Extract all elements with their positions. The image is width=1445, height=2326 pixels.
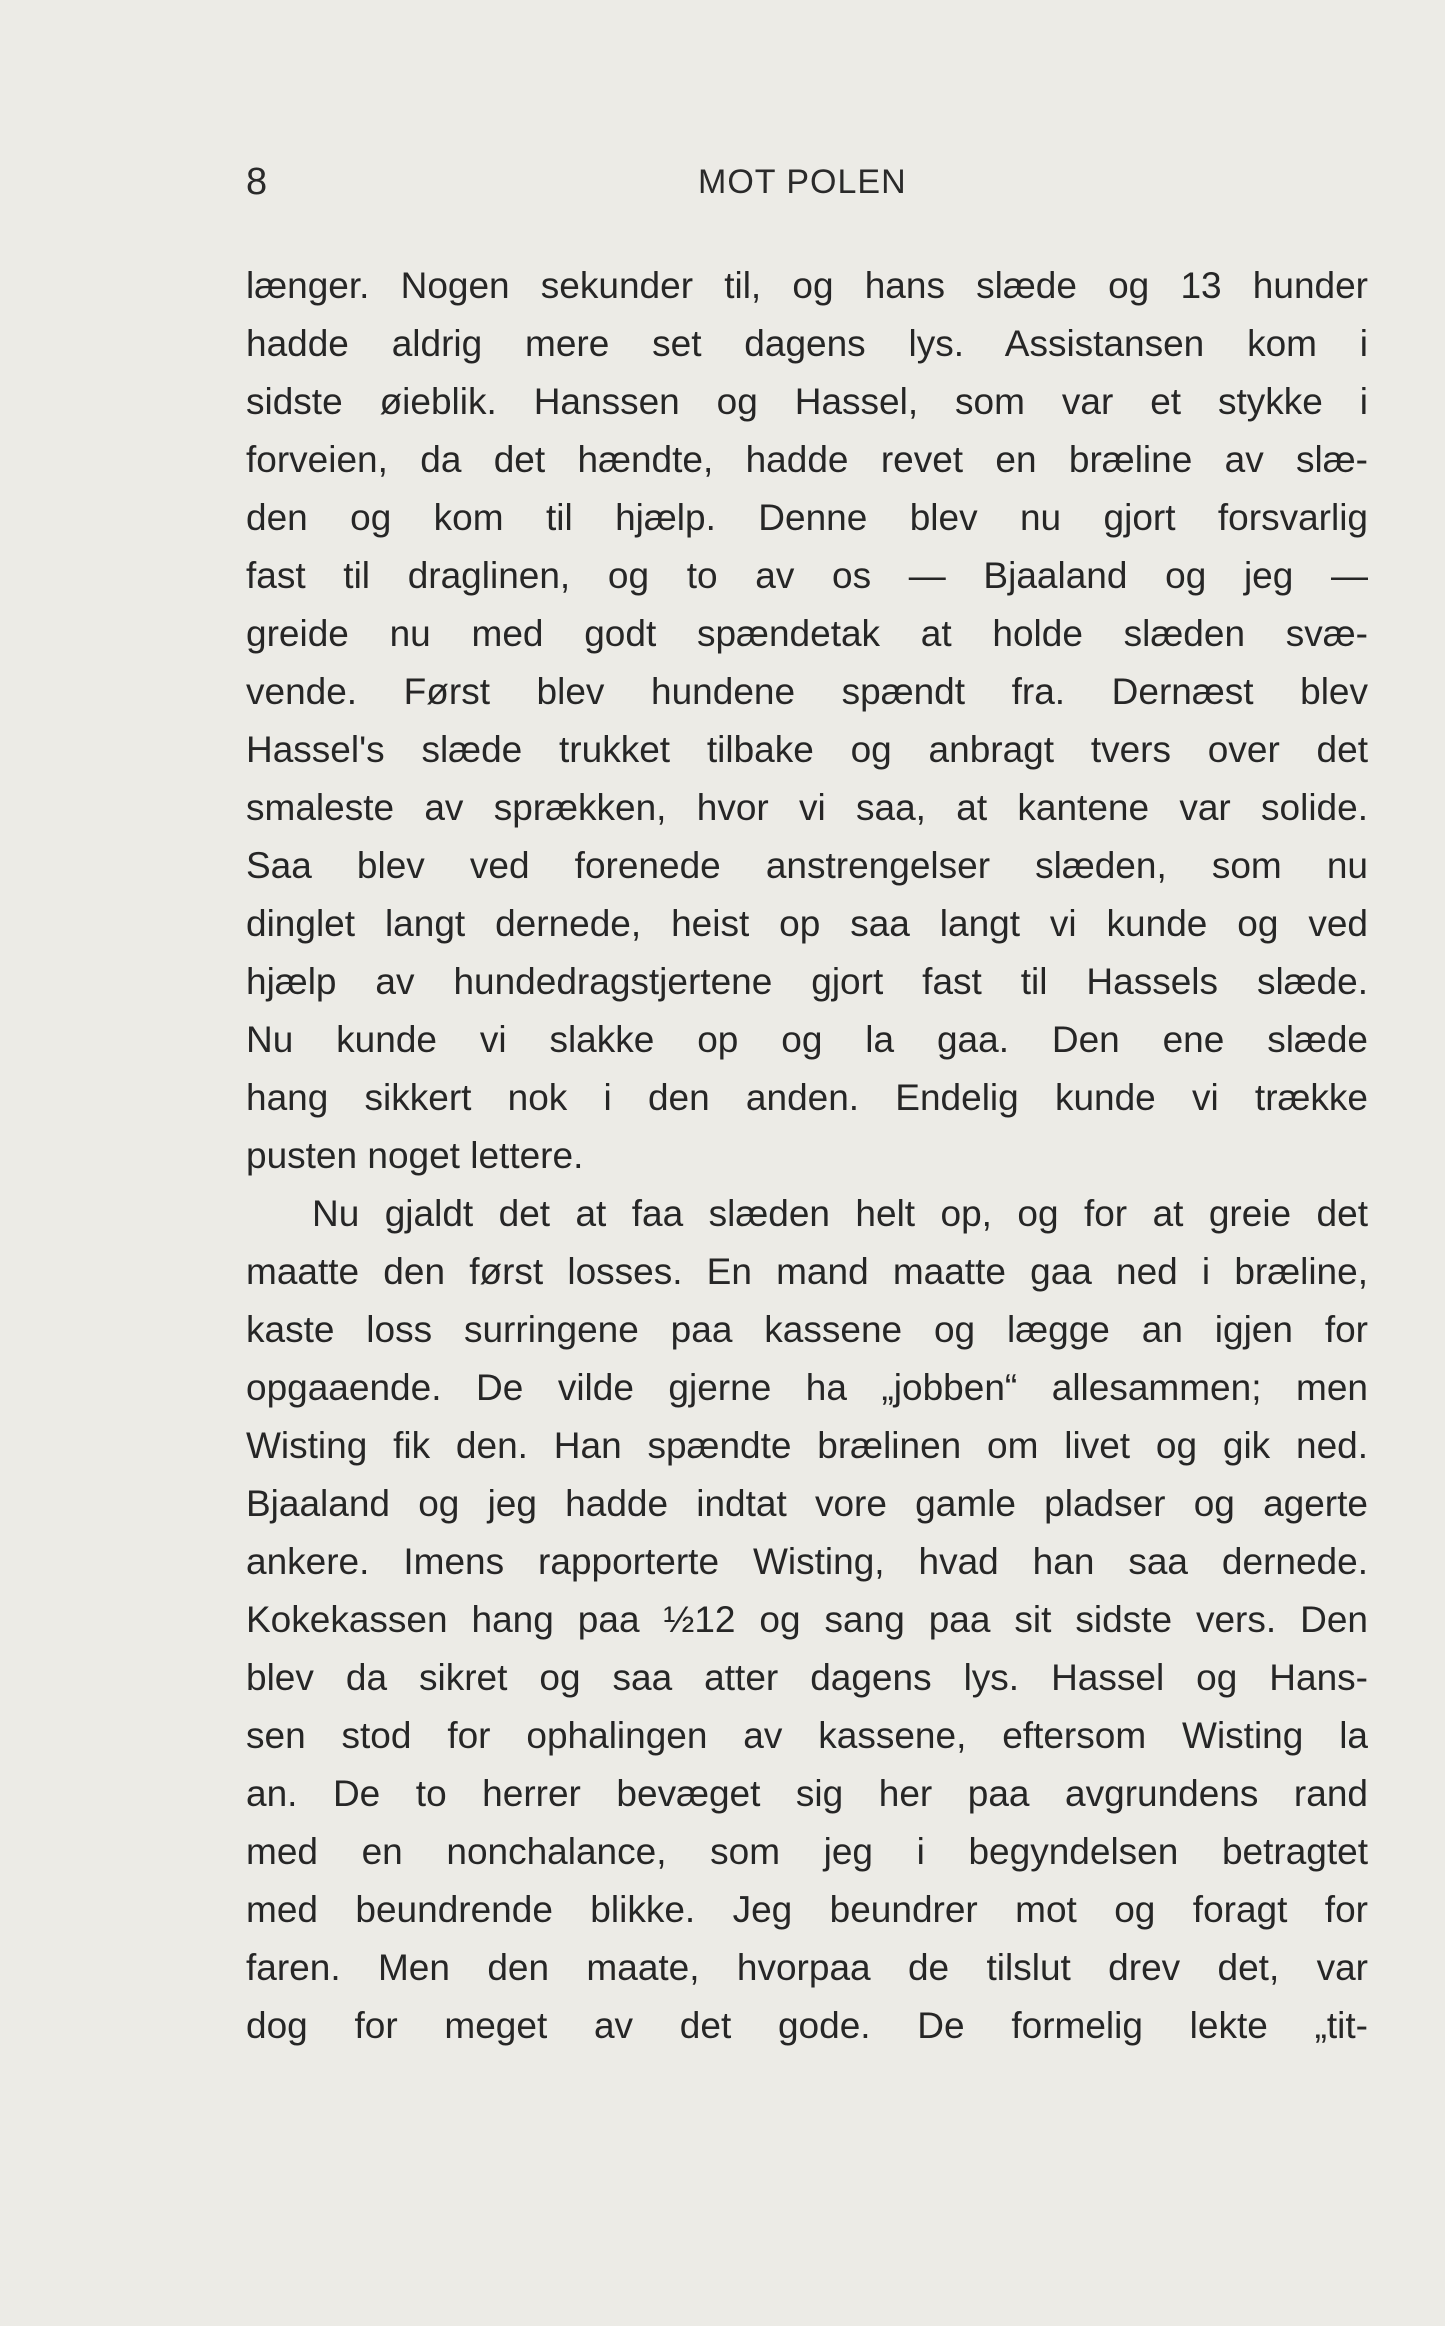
text-line: den og kom til hjælp. Denne blev nu gjort forsvarlig [246, 497, 1368, 538]
text-line: maatte den først losses. En mand maatte gaa ned i bræline, [246, 1251, 1368, 1292]
text-line: vende. Først blev hundene spændt fra. Dernæst blev [246, 671, 1368, 712]
text-line: dog for meget av det gode. De formelig lekte „tit- [246, 2005, 1368, 2046]
page-number: 8 [246, 161, 268, 203]
text-line: hjælp av hundedragstjertene gjort fast til Hassels slæde. [246, 961, 1368, 1002]
text-line: Wisting fik den. Han spændte brælinen om livet og gik ned. [246, 1425, 1368, 1466]
paragraph-end-line: pusten noget lettere. [246, 1135, 584, 1176]
text-line: dinglet langt dernede, heist op saa langt vi kunde og ved [246, 903, 1368, 944]
text-line: fast til draglinen, og to av os — Bjaaland og jeg — [246, 555, 1368, 596]
text-line: med beundrende blikke. Jeg beundrer mot og foragt for [246, 1889, 1368, 1930]
text-line: ankere. Imens rapporterte Wisting, hvad han saa dernede. [246, 1541, 1368, 1582]
text-line: Kokekassen hang paa ½12 og sang paa sit sidste vers. Den [246, 1599, 1368, 1640]
text-line: greide nu med godt spændetak at holde slæden svæ- [246, 613, 1368, 654]
paragraph-start-line: Nu gjaldt det at faa slæden helt op, og for at greie det [312, 1193, 1368, 1234]
text-line: kaste loss surringene paa kassene og lægge an igjen for [246, 1309, 1368, 1350]
text-line: hang sikkert nok i den anden. Endelig kunde vi trække [246, 1077, 1368, 1118]
text-line: sidste øieblik. Hanssen og Hassel, som var et stykke i [246, 381, 1368, 422]
running-title: MOT POLEN [698, 163, 907, 201]
body-text [246, 257, 1368, 2055]
text-line: med en nonchalance, som jeg i begyndelsen betragtet [246, 1831, 1368, 1872]
text-line: længer. Nogen sekunder til, og hans slæde og 13 hunder [246, 265, 1368, 306]
text-line: Nu kunde vi slakke op og la gaa. Den ene slæde [246, 1019, 1368, 1060]
text-line: forveien, da det hændte, hadde revet en bræline av slæ- [246, 439, 1368, 480]
text-line: hadde aldrig mere set dagens lys. Assistansen kom i [246, 323, 1368, 364]
text-line: opgaaende. De vilde gjerne ha „jobben“ allesammen; men [246, 1367, 1368, 1408]
text-line: Saa blev ved forenede anstrengelser slæden, som nu [246, 845, 1368, 886]
text-line: an. De to herrer bevæget sig her paa avgrundens rand [246, 1773, 1368, 1814]
text-line: smaleste av sprækken, hvor vi saa, at kantene var solide. [246, 787, 1368, 828]
text-line: faren. Men den maate, hvorpaa de tilslut drev det, var [246, 1947, 1368, 1988]
text-line: Hassel's slæde trukket tilbake og anbragt tvers over det [246, 729, 1368, 770]
text-line: blev da sikret og saa atter dagens lys. Hassel og Hans- [246, 1657, 1368, 1698]
page-header [246, 152, 1368, 212]
text-line: sen stod for ophalingen av kassene, eftersom Wisting la [246, 1715, 1368, 1756]
text-line: Bjaaland og jeg hadde indtat vore gamle pladser og agerte [246, 1483, 1368, 1524]
